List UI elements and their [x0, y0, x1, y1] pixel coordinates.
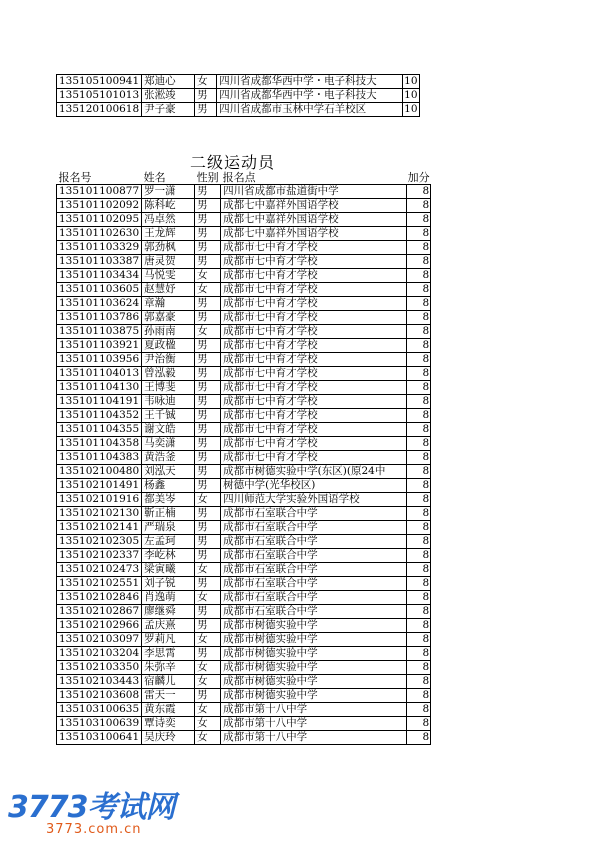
cell-id: 135102100480	[57, 465, 142, 479]
cell-school: 成都市七中育才学校	[221, 339, 407, 353]
cell-school: 成都市石室联合中学	[221, 549, 407, 563]
cell-score: 8	[407, 465, 431, 479]
table-row	[57, 675, 431, 689]
cell-name: 郭劲枫	[142, 241, 195, 255]
cell-school: 成都市第十八中学	[221, 731, 407, 745]
cell-id: 135102102130	[57, 507, 142, 521]
cell-sex: 男	[195, 227, 221, 241]
cell-id: 135103100641	[57, 731, 142, 745]
cell-name: 赵慧妤	[142, 283, 195, 297]
cell-id: 135101104358	[57, 437, 142, 451]
cell-name: 孟庆熹	[142, 619, 195, 633]
cell-score: 8	[407, 577, 431, 591]
cell-name: 杨鑫	[142, 479, 195, 493]
cell-name: 严瑞泉	[142, 521, 195, 535]
cell-id: 135101102092	[57, 199, 142, 213]
cell-sex: 男	[195, 535, 221, 549]
cell-sex: 女	[195, 633, 221, 647]
cell-school: 成都市石室联合中学	[221, 577, 407, 591]
cell-sex: 男	[195, 367, 221, 381]
cell-school: 成都市树德实验中学	[221, 633, 407, 647]
cell-score: 8	[407, 283, 431, 297]
table-row	[57, 549, 431, 563]
cell-score: 8	[407, 339, 431, 353]
cell-sex: 男	[195, 689, 221, 703]
cell-id: 135101102630	[57, 227, 142, 241]
cell-name: 朱弥辛	[142, 661, 195, 675]
cell-sex: 女	[195, 731, 221, 745]
table-row	[57, 689, 431, 703]
section-title: 二级运动员	[190, 153, 276, 172]
table-row	[57, 185, 431, 199]
cell-school: 成都市树德实验中学	[221, 675, 407, 689]
cell-score: 8	[407, 269, 431, 283]
table-row	[57, 535, 431, 549]
cell-name: 梁寅曦	[142, 563, 195, 577]
cell-id: 135101104013	[57, 367, 142, 381]
table-row	[57, 367, 431, 381]
cell-id: 135101104355	[57, 423, 142, 437]
cell-sex: 男	[195, 549, 221, 563]
cell-score: 8	[407, 521, 431, 535]
table-header-row	[57, 171, 431, 185]
cell-name: 肖逸萌	[142, 591, 195, 605]
watermark-url: 3773.com.cn	[46, 822, 142, 837]
cell-id: 135101102095	[57, 213, 142, 227]
table-row	[57, 465, 431, 479]
cell-id: 135101104352	[57, 409, 142, 423]
table-row	[57, 269, 431, 283]
cell-school: 成都七中嘉祥外国语学校	[221, 199, 407, 213]
header-id: 报名号	[57, 171, 142, 185]
cell-name: 王龙辉	[142, 227, 195, 241]
top-table-row	[57, 75, 420, 89]
cell-score: 8	[407, 255, 431, 269]
cell-name: 尹治衡	[142, 353, 195, 367]
cell-id: 135101103387	[57, 255, 142, 269]
cell-score: 10	[404, 89, 418, 101]
cell-name: 冯卓然	[142, 213, 195, 227]
cell-sex: 男	[195, 507, 221, 521]
cell-id: 135102102966	[57, 619, 142, 633]
cell-sex: 女	[195, 493, 221, 507]
cell-school: 四川省成都市盐道街中学	[221, 185, 407, 199]
cell-school: 成都市七中育才学校	[221, 423, 407, 437]
cell-score: 8	[407, 731, 431, 745]
cell-name: 曾泓毅	[142, 367, 195, 381]
table-row	[57, 283, 431, 297]
table-row	[57, 255, 431, 269]
cell-sex: 男	[195, 647, 221, 661]
cell-sex: 女	[195, 325, 221, 339]
table-row	[57, 213, 431, 227]
watermark-logo: 3773考试网	[8, 790, 175, 825]
cell-sex: 男	[195, 89, 217, 103]
table-row	[57, 633, 431, 647]
cell-sex: 男	[195, 339, 221, 353]
cell-id: 135101104191	[57, 395, 142, 409]
cell-id: 135102103443	[57, 675, 142, 689]
cell-name: 覃诗奕	[142, 717, 195, 731]
cell-score: 8	[407, 409, 431, 423]
cell-name: 王千铖	[142, 409, 195, 423]
table-row	[57, 493, 431, 507]
cell-school: 成都市石室联合中学	[221, 563, 407, 577]
cell-id: 135103100635	[57, 703, 142, 717]
cell-sex: 男	[195, 381, 221, 395]
table-row	[57, 661, 431, 675]
cell-score: 8	[407, 437, 431, 451]
cell-score: 8	[407, 493, 431, 507]
cell-school: 成都市七中育才学校	[221, 395, 407, 409]
cell-school: 成都市石室联合中学	[221, 535, 407, 549]
cell-score: 8	[407, 605, 431, 619]
cell-sex: 男	[195, 103, 217, 117]
table-row	[57, 731, 431, 745]
cell-id: 135105101013	[57, 89, 142, 103]
cell-id: 135105100941	[57, 75, 142, 89]
cell-score: 8	[407, 703, 431, 717]
cell-score: 10	[404, 75, 418, 87]
cell-score: 8	[407, 227, 431, 241]
cell-name: 廖继舜	[142, 605, 195, 619]
cell-sex: 男	[195, 199, 221, 213]
cell-school: 成都市石室联合中学	[221, 521, 407, 535]
cell-school: 成都市石室联合中学	[221, 605, 407, 619]
table-row	[57, 451, 431, 465]
cell-sex: 男	[195, 619, 221, 633]
table-row	[57, 521, 431, 535]
cell-name: 孙雨南	[142, 325, 195, 339]
cell-id: 135101100877	[57, 185, 142, 199]
cell-id: 135103100639	[57, 717, 142, 731]
table-row	[57, 395, 431, 409]
cell-id: 135102102551	[57, 577, 142, 591]
cell-school: 成都市石室联合中学	[221, 591, 407, 605]
cell-name: 夏政楹	[142, 339, 195, 353]
cell-school: 四川省成都华西中学・电子科技大	[217, 89, 403, 103]
cell-school: 四川省成都华西中学・电子科技大	[217, 75, 403, 89]
cell-id: 135102102473	[57, 563, 142, 577]
cell-id: 135101104130	[57, 381, 142, 395]
cell-school: 成都市树德实验中学(东区)(原24中	[221, 465, 407, 479]
cell-score: 8	[407, 241, 431, 255]
cell-sex: 男	[195, 241, 221, 255]
cell-id: 135102102305	[57, 535, 142, 549]
table-row	[57, 437, 431, 451]
cell-id: 135102102141	[57, 521, 142, 535]
cell-score: 8	[407, 619, 431, 633]
table-row	[57, 227, 431, 241]
cell-score: 8	[407, 311, 431, 325]
cell-sex: 男	[195, 353, 221, 367]
cell-name: 黄浩釜	[142, 451, 195, 465]
cell-id: 135101103875	[57, 325, 142, 339]
cell-score: 8	[407, 535, 431, 549]
cell-school: 成都市七中育才学校	[221, 451, 407, 465]
cell-score: 10	[404, 103, 418, 115]
cell-sex: 男	[195, 437, 221, 451]
table-row	[57, 605, 431, 619]
cell-school: 成都七中嘉祥外国语学校	[221, 213, 407, 227]
table-row	[57, 577, 431, 591]
cell-score: 8	[407, 297, 431, 311]
cell-name: 韦咏迪	[142, 395, 195, 409]
table-row	[57, 479, 431, 493]
cell-sex: 女	[195, 661, 221, 675]
cell-id: 135101103434	[57, 269, 142, 283]
cell-sex: 男	[195, 451, 221, 465]
cell-school: 四川师范大学实验外国语学校	[221, 493, 407, 507]
cell-id: 135101103605	[57, 283, 142, 297]
cell-school: 成都市树德实验中学	[221, 647, 407, 661]
cell-name: 郑迪心	[142, 75, 195, 89]
cell-id: 135101103921	[57, 339, 142, 353]
cell-school: 成都市七中育才学校	[221, 367, 407, 381]
table-row	[57, 353, 431, 367]
table-row	[57, 703, 431, 717]
table-row	[57, 199, 431, 213]
table-row	[57, 619, 431, 633]
cell-school: 成都市七中育才学校	[221, 297, 407, 311]
cell-sex: 男	[195, 577, 221, 591]
cell-sex: 男	[195, 395, 221, 409]
cell-school: 成都市七中育才学校	[221, 437, 407, 451]
table-row	[57, 591, 431, 605]
cell-name: 左孟珂	[142, 535, 195, 549]
cell-sex: 女	[195, 75, 217, 89]
cell-name: 刘泓天	[142, 465, 195, 479]
cell-school: 成都市第十八中学	[221, 717, 407, 731]
top-table	[56, 74, 420, 117]
table-row	[57, 507, 431, 521]
cell-id: 135120100618	[57, 103, 142, 117]
table-row	[57, 563, 431, 577]
watermark	[8, 782, 178, 842]
cell-id: 135102101916	[57, 493, 142, 507]
cell-score: 8	[407, 661, 431, 675]
cell-score: 8	[407, 717, 431, 731]
cell-school: 成都七中嘉祥外国语学校	[221, 227, 407, 241]
cell-name: 郭嘉豪	[142, 311, 195, 325]
cell-name: 王博斐	[142, 381, 195, 395]
cell-id: 135101103624	[57, 297, 142, 311]
cell-score: 8	[407, 395, 431, 409]
cell-school: 成都市树德实验中学	[221, 689, 407, 703]
cell-name: 唐灵贺	[142, 255, 195, 269]
cell-school: 树德中学(光华校区)	[221, 479, 407, 493]
cell-name: 张淞竣	[142, 89, 195, 103]
cell-score: 8	[407, 325, 431, 339]
cell-sex: 女	[195, 563, 221, 577]
cell-name: 罗一潇	[142, 185, 195, 199]
cell-sex: 男	[195, 213, 221, 227]
cell-id: 135102103608	[57, 689, 142, 703]
cell-name: 马悦雯	[142, 269, 195, 283]
cell-sex: 女	[195, 283, 221, 297]
cell-name: 罗莉凡	[142, 633, 195, 647]
cell-school: 成都市七中育才学校	[221, 283, 407, 297]
cell-school: 成都市七中育才学校	[221, 311, 407, 325]
cell-school: 成都市树德实验中学	[221, 619, 407, 633]
cell-school: 成都市七中育才学校	[221, 269, 407, 283]
cell-name: 宿麟儿	[142, 675, 195, 689]
cell-sex: 男	[195, 605, 221, 619]
cell-name: 都美岑	[142, 493, 195, 507]
cell-name: 李屹林	[142, 549, 195, 563]
cell-id: 135102102867	[57, 605, 142, 619]
cell-sex: 男	[195, 423, 221, 437]
cell-name: 章瀚	[142, 297, 195, 311]
table-row	[57, 339, 431, 353]
cell-id: 135101103786	[57, 311, 142, 325]
cell-score: 8	[407, 507, 431, 521]
table-row	[57, 381, 431, 395]
header-school: 报名点	[221, 171, 407, 185]
cell-name: 李思霄	[142, 647, 195, 661]
table-row	[57, 297, 431, 311]
cell-name: 尹子豪	[142, 103, 195, 117]
cell-id: 135102103204	[57, 647, 142, 661]
cell-school: 成都市七中育才学校	[221, 409, 407, 423]
cell-score: 8	[407, 591, 431, 605]
cell-name: 马奕潇	[142, 437, 195, 451]
cell-score: 8	[407, 549, 431, 563]
cell-id: 135101103329	[57, 241, 142, 255]
cell-score: 8	[407, 675, 431, 689]
cell-sex: 女	[195, 675, 221, 689]
cell-id: 135102102337	[57, 549, 142, 563]
cell-id: 135102103350	[57, 661, 142, 675]
athlete-table	[56, 171, 431, 745]
cell-school: 成都市七中育才学校	[221, 255, 407, 269]
cell-score: 8	[407, 689, 431, 703]
cell-name: 谢文皓	[142, 423, 195, 437]
table-row	[57, 647, 431, 661]
cell-score: 8	[407, 213, 431, 227]
cell-id: 135102102846	[57, 591, 142, 605]
cell-sex: 男	[195, 409, 221, 423]
cell-score: 8	[407, 185, 431, 199]
cell-school: 成都市七中育才学校	[221, 381, 407, 395]
cell-school: 成都市第十八中学	[221, 703, 407, 717]
cell-id: 135102101491	[57, 479, 142, 493]
cell-score: 8	[407, 633, 431, 647]
cell-sex: 男	[195, 297, 221, 311]
cell-score: 8	[407, 451, 431, 465]
cell-id: 135101103956	[57, 353, 142, 367]
cell-name: 陈科屹	[142, 199, 195, 213]
table-row	[57, 241, 431, 255]
cell-school: 四川省成都市玉林中学石羊校区	[217, 103, 403, 117]
cell-score: 8	[407, 647, 431, 661]
header-score: 加分	[407, 171, 430, 184]
cell-school: 成都市七中育才学校	[221, 353, 407, 367]
cell-sex: 女	[195, 703, 221, 717]
cell-sex: 男	[195, 479, 221, 493]
cell-score: 8	[407, 199, 431, 213]
cell-school: 成都市树德实验中学	[221, 661, 407, 675]
cell-score: 8	[407, 381, 431, 395]
cell-name: 靳正楠	[142, 507, 195, 521]
cell-score: 8	[407, 563, 431, 577]
table-row	[57, 423, 431, 437]
cell-name: 刘子锐	[142, 577, 195, 591]
cell-sex: 男	[195, 255, 221, 269]
cell-school: 成都市石室联合中学	[221, 507, 407, 521]
cell-score: 8	[407, 367, 431, 381]
cell-sex: 男	[195, 185, 221, 199]
cell-name: 黄东霞	[142, 703, 195, 717]
cell-school: 成都市七中育才学校	[221, 241, 407, 255]
cell-score: 8	[407, 423, 431, 437]
cell-sex: 女	[195, 717, 221, 731]
cell-sex: 男	[195, 465, 221, 479]
top-table-row	[57, 89, 420, 103]
cell-sex: 女	[195, 269, 221, 283]
cell-sex: 女	[195, 591, 221, 605]
cell-id: 135101104383	[57, 451, 142, 465]
header-name: 姓名	[142, 171, 195, 185]
cell-name: 吴庆玲	[142, 731, 195, 745]
table-row	[57, 409, 431, 423]
header-sex: 性别	[196, 171, 219, 184]
top-table-row	[57, 103, 420, 117]
cell-name: 雷天一	[142, 689, 195, 703]
cell-score: 8	[407, 479, 431, 493]
cell-score: 8	[407, 353, 431, 367]
cell-sex: 男	[195, 311, 221, 325]
cell-school: 成都市七中育才学校	[221, 325, 407, 339]
cell-sex: 男	[195, 521, 221, 535]
table-row	[57, 325, 431, 339]
cell-id: 135102103097	[57, 633, 142, 647]
table-row	[57, 311, 431, 325]
table-row	[57, 717, 431, 731]
